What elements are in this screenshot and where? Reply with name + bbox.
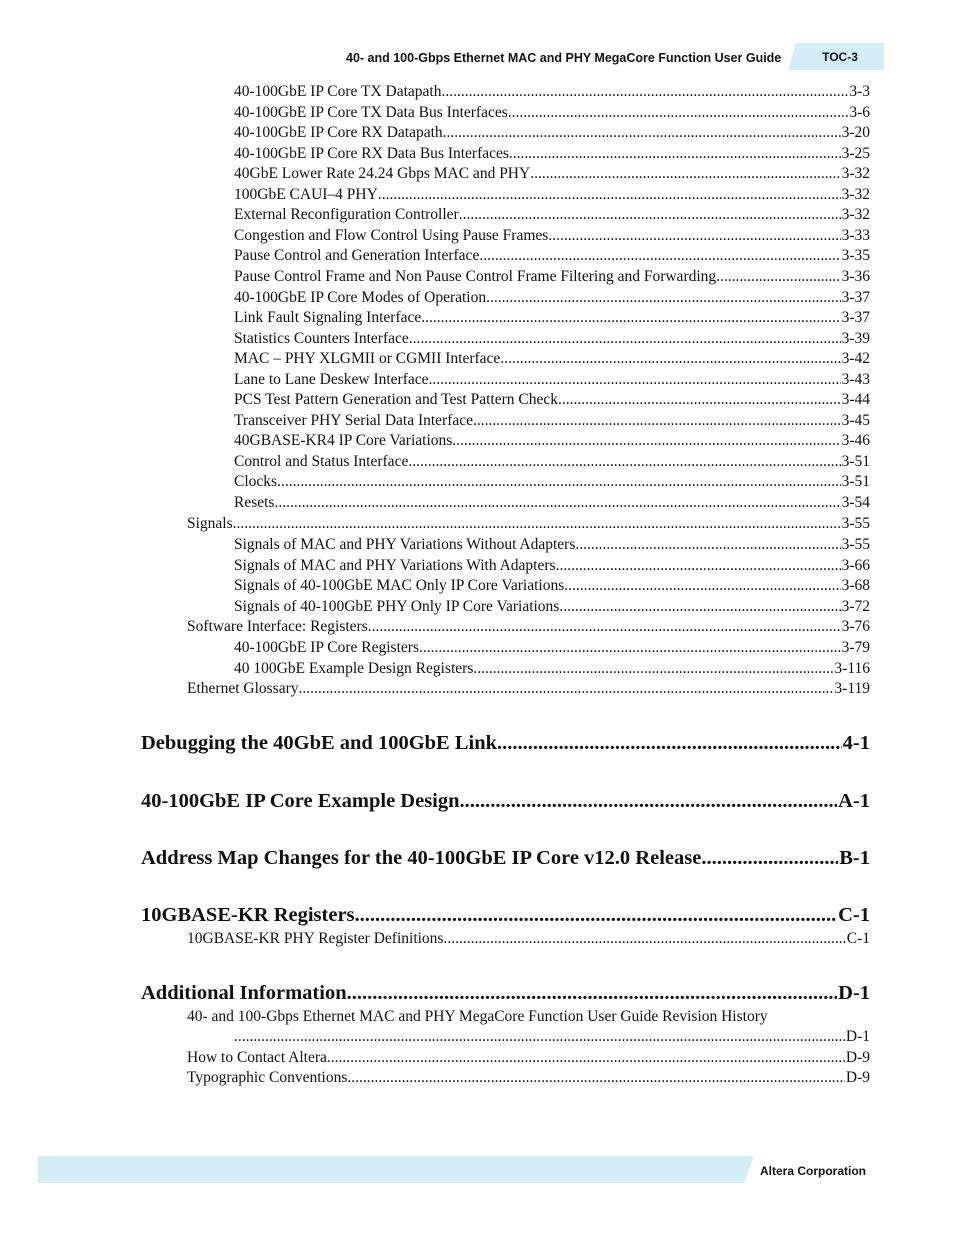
toc-leader-dots <box>556 556 841 576</box>
toc-entry[interactable] <box>234 246 870 266</box>
toc-entry-title: Control and Status Interface <box>234 452 409 470</box>
toc-entry-page: 3-36 <box>841 267 870 285</box>
toc-entry-page: 3-32 <box>841 165 870 183</box>
page-number: TOC-3 <box>822 50 858 64</box>
toc-leader-dots <box>575 535 840 555</box>
toc-entry-title: 40-100GbE IP Core RX Data Bus Interfaces <box>234 144 509 162</box>
toc-entry-title: PCS Test Pattern Generation and Test Pattern Check <box>234 391 558 409</box>
toc-entry-title: 40-100GbE IP Core TX Data Bus Interfaces <box>234 103 508 121</box>
toc-entry[interactable] <box>234 123 870 143</box>
document-title: 40- and 100-Gbps Ethernet MAC and PHY MegaCore Function User Guide <box>346 51 782 65</box>
toc-entry-page: 3-3 <box>849 83 870 100</box>
toc-leader-dots <box>479 246 840 266</box>
toc-entry[interactable] <box>234 493 870 513</box>
toc-leader-dots <box>500 349 840 369</box>
toc-entry-page: 3-32 <box>841 185 870 203</box>
toc-entry[interactable] <box>234 452 870 472</box>
toc-chapter-kr-registers[interactable]: 10GBASE-KR Registers ..... C-1 <box>141 902 870 928</box>
toc-entry[interactable] <box>234 349 870 369</box>
toc-leader-dots <box>530 164 840 184</box>
toc-entry-title: Signals of MAC and PHY Variations With Adapters <box>234 556 556 574</box>
toc-entry-title: 40-100GbE IP Core RX Datapath <box>234 124 443 142</box>
toc-entry-page: 3-51 <box>841 473 870 491</box>
toc-entry-title: Signals of 40-100GbE PHY Only IP Core Variations <box>234 597 560 615</box>
toc-entry-title: 40-100GbE IP Core TX Datapath <box>234 83 442 100</box>
toc-entry-page: 3-68 <box>841 577 870 594</box>
page-number-tab <box>796 43 884 70</box>
toc-entry-page: 3-46 <box>841 432 870 450</box>
toc-entry-page: 3-51 <box>841 452 870 470</box>
toc-entry-title: Signals of MAC and PHY Variations Without Adapters <box>234 536 576 553</box>
toc-entry[interactable] <box>234 144 870 164</box>
toc-entry-page: 3-116 <box>834 659 870 677</box>
toc-entry-title: 40-100GbE IP Core Modes of Operation <box>234 288 487 306</box>
toc-leader-dots <box>509 144 841 164</box>
toc-leader-dots <box>421 308 840 328</box>
toc-entry[interactable] <box>234 308 870 328</box>
toc-leader-dots <box>274 493 840 513</box>
toc-entry[interactable] <box>234 185 870 205</box>
toc-entry[interactable] <box>234 431 870 451</box>
toc-entry-revision-history-page[interactable]: ..... D-1 <box>234 1027 870 1047</box>
toc-leader-dots <box>473 659 833 679</box>
toc-entry-title: External Reconfiguration Controller <box>234 206 459 224</box>
toc-entry-page: 3-35 <box>841 247 870 265</box>
toc-entry-page: 3-6 <box>849 103 870 121</box>
toc-entry-page: 3-32 <box>841 206 870 224</box>
toc-entry-page: 3-20 <box>841 124 870 142</box>
toc-entry[interactable] <box>234 103 870 123</box>
footer-company: Altera Corporation <box>760 1164 867 1178</box>
toc-leader-dots <box>716 267 840 287</box>
toc-entry-title: 40-100GbE IP Core Registers <box>234 639 419 656</box>
toc-entry-page: 3-33 <box>841 226 870 244</box>
toc-entry-revision-history-title[interactable]: 40- and 100-Gbps Ethernet MAC and PHY MegaCore Function User Guide Revision History <box>187 1008 768 1025</box>
toc-entry-page: 3-55 <box>841 536 870 553</box>
toc-entry-title: Resets <box>234 494 275 511</box>
toc-entry-typographic-conventions[interactable]: Typographic Conventions ..... D-9 <box>187 1068 870 1088</box>
toc-leader-dots <box>419 638 841 658</box>
toc-entry[interactable] <box>234 411 870 431</box>
toc-entry-page: 3-39 <box>841 329 870 347</box>
toc-entry-page: 3-25 <box>841 144 870 162</box>
toc-leader-dots <box>508 103 849 123</box>
toc-entry-title: MAC – PHY XLGMII or CGMII Interface <box>234 350 501 368</box>
toc-entry-page: 3-66 <box>841 556 870 574</box>
toc-leader-dots <box>459 205 841 225</box>
toc-entry-title: Link Fault Signaling Interface <box>234 309 422 327</box>
toc-entry[interactable] <box>234 390 870 410</box>
toc-entry-title: Statistics Counters Interface <box>234 329 409 347</box>
toc-leader-dots <box>442 82 849 102</box>
toc-entry-page: 3-45 <box>841 411 870 429</box>
toc-entry[interactable] <box>234 638 870 658</box>
toc-entry[interactable] <box>234 164 870 184</box>
toc-entry-page: 3-42 <box>841 350 870 368</box>
toc-entry[interactable] <box>234 205 870 225</box>
toc-entry[interactable] <box>234 329 870 349</box>
toc-entry-page: 3-44 <box>841 391 870 409</box>
toc-leader-dots <box>558 390 841 410</box>
toc-leader-dots <box>429 370 841 390</box>
footer-band <box>38 1156 744 1183</box>
toc-chapter-additional-information[interactable]: Additional Information ..... D-1 <box>141 980 870 1006</box>
toc-entry[interactable] <box>234 659 870 679</box>
toc-leader-dots <box>486 288 840 308</box>
toc-entry-signals[interactable]: Signals ..... 3-55 <box>187 514 870 534</box>
toc-entry-title: 40GbE Lower Rate 24.24 Gbps MAC and PHY <box>234 165 531 183</box>
toc-entry-software-interface[interactable]: Software Interface: Registers ..... 3-76 <box>187 617 870 637</box>
toc-entry-page: 3-72 <box>841 597 870 615</box>
toc-leader-dots <box>378 185 841 205</box>
toc-entry-page: 3-54 <box>841 494 870 511</box>
toc-entry-page: 3-79 <box>841 639 870 656</box>
toc-entry[interactable] <box>234 472 870 492</box>
toc-entry-title: Pause Control and Generation Interface <box>234 247 480 265</box>
toc-entry-kr-phy-register-definitions[interactable]: 10GBASE-KR PHY Register Definitions ..... C-1 <box>187 929 870 949</box>
toc-entry-page: 3-37 <box>841 288 870 306</box>
toc-entry-title: Signals of 40-100GbE MAC Only IP Core Variations <box>234 577 565 594</box>
toc-entry[interactable] <box>234 288 870 308</box>
toc-entry-title: Clocks <box>234 473 278 491</box>
toc-leader-dots <box>452 431 840 451</box>
toc-leader-dots <box>559 597 840 617</box>
toc-leader-dots <box>277 472 841 492</box>
toc-entry-title: Pause Control Frame and Non Pause Control Frame Filtering and Forwarding <box>234 267 717 285</box>
toc-leader-dots <box>564 576 840 596</box>
toc-entry-ethernet-glossary[interactable]: Ethernet Glossary ..... 3-119 <box>187 679 870 699</box>
toc-leader-dots <box>473 411 841 431</box>
toc-entry[interactable] <box>234 556 870 576</box>
toc-leader-dots <box>409 329 841 349</box>
toc-entry-page: 3-43 <box>841 370 870 388</box>
toc-entry-title: Congestion and Flow Control Using Pause Frames <box>234 226 549 244</box>
toc-entry[interactable] <box>234 370 870 390</box>
toc-entry[interactable] <box>234 267 870 287</box>
toc-entry[interactable] <box>234 576 870 596</box>
toc-chapter-example-design[interactable]: 40-100GbE IP Core Example Design ..... A-1 <box>141 788 870 814</box>
toc-entry[interactable] <box>234 82 870 102</box>
toc-entry-title: 40GBASE-KR4 IP Core Variations <box>234 432 453 450</box>
toc-chapter-address-map[interactable]: Address Map Changes for the 40-100GbE IP Core v12.0 Release ..... B-1 <box>141 845 870 871</box>
toc-entry-title: Lane to Lane Deskew Interface <box>234 370 429 388</box>
toc-leader-dots <box>408 452 840 472</box>
toc-entry-how-to-contact[interactable]: How to Contact Altera ..... D-9 <box>187 1048 870 1068</box>
toc-chapter-debugging[interactable]: Debugging the 40GbE and 100GbE Link ..... 4-1 <box>141 730 870 756</box>
toc-entry[interactable] <box>234 597 870 617</box>
toc-entry[interactable] <box>234 226 870 246</box>
toc-leader-dots <box>443 123 841 143</box>
toc-entry-title: 100GbE CAUI–4 PHY <box>234 185 378 203</box>
toc-entry[interactable] <box>234 535 870 555</box>
toc-leader-dots <box>548 226 840 246</box>
toc-entry-title: 40 100GbE Example Design Registers <box>234 659 474 677</box>
toc-entry-page: 3-37 <box>841 309 870 327</box>
toc-entry-title: Transceiver PHY Serial Data Interface <box>234 411 474 429</box>
